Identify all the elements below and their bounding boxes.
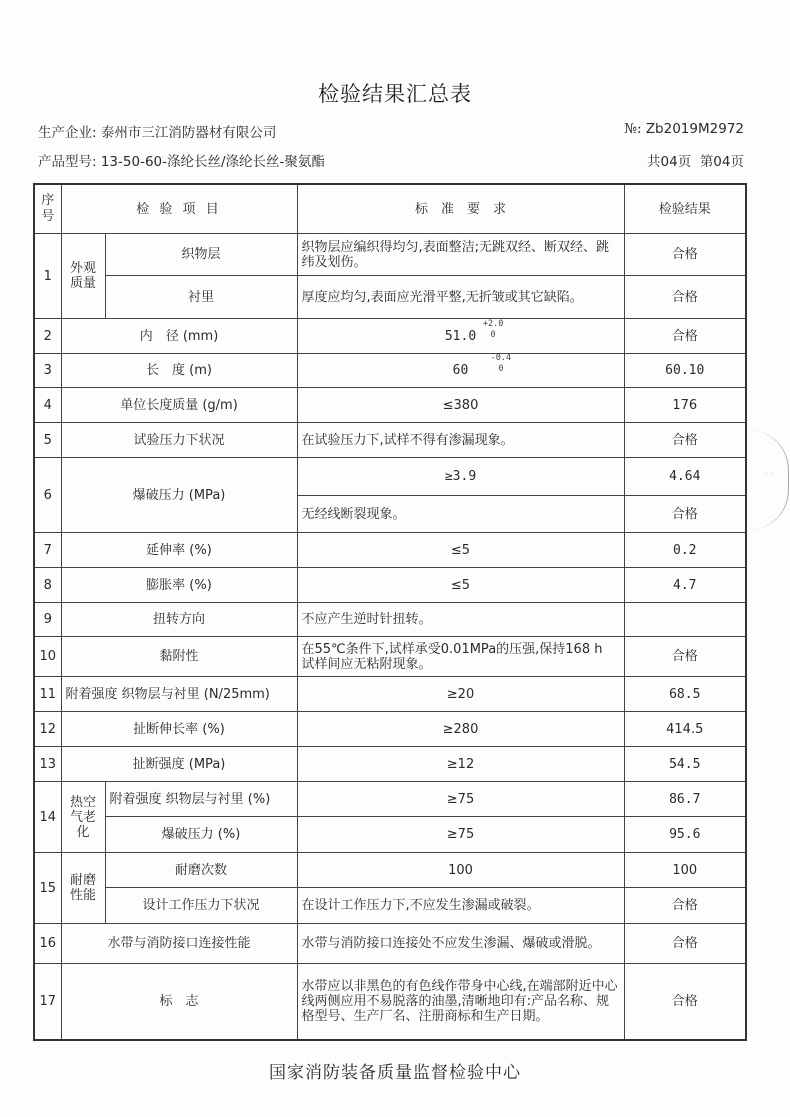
row-result: 100	[624, 853, 746, 888]
row-result: 合格	[624, 924, 746, 964]
tolerance-lower: 0	[490, 329, 496, 340]
row-requirement	[297, 319, 624, 354]
report-number	[624, 121, 744, 137]
table-row	[34, 533, 746, 568]
binding-mark	[748, 430, 789, 530]
row-requirement: ≤5	[297, 568, 624, 603]
row-item: 标 志	[61, 964, 297, 1040]
table-row	[34, 568, 746, 603]
row-seq: 2	[34, 319, 61, 354]
row-seq: 1	[34, 234, 61, 319]
row-item: 膨胀率 (%)	[61, 568, 297, 603]
table-row	[34, 354, 746, 388]
row-item: 单位长度质量 (g/m)	[61, 388, 297, 423]
row-requirement: 水带与消防接口连接处不应发生渗漏、爆破或滑脱。	[297, 924, 624, 964]
row-item: 长 度 (m)	[61, 354, 297, 388]
table-row	[34, 388, 746, 423]
row-result: 4.7	[624, 568, 746, 603]
table-row	[34, 964, 746, 1040]
row-requirement: 不应产生逆时针扭转。	[297, 603, 624, 637]
row-item: 设计工作压力下状况	[105, 888, 297, 924]
tolerance	[491, 353, 511, 375]
row-result: 合格	[624, 423, 746, 458]
row-result: 176	[624, 388, 746, 423]
row-result: 60.10	[624, 354, 746, 388]
tolerance-lower: 0	[498, 364, 504, 374]
row-result: 0.2	[624, 533, 746, 568]
row-item: 延伸率 (%)	[61, 533, 297, 568]
tolerance-upper: +2.0	[482, 318, 504, 329]
table-row	[34, 747, 746, 782]
header-seq: 序号	[34, 184, 61, 234]
table-row	[34, 637, 746, 677]
row-requirement: 无经线断裂现象。	[297, 496, 624, 533]
row-group: 热空气老化	[61, 782, 105, 853]
table-row	[34, 319, 746, 354]
row-seq: 3	[34, 354, 61, 388]
row-result: 414.5	[624, 712, 746, 747]
binding-dots: · ·	[765, 470, 773, 479]
header-requirement: 标 准 要 求	[297, 184, 624, 234]
row-seq: 10	[34, 637, 61, 677]
row-result: 合格	[624, 234, 746, 276]
table-row	[34, 782, 746, 817]
row-item: 扭转方向	[61, 603, 297, 637]
row-requirement: 织物层应编织得均匀,表面整洁;无跳双经、断双经、跳纬及划伤。	[297, 234, 624, 276]
row-group: 耐磨性能	[61, 853, 105, 924]
row-seq: 17	[34, 964, 61, 1040]
row-result: 86.7	[624, 782, 746, 817]
table-row	[34, 924, 746, 964]
row-requirement	[297, 354, 624, 388]
row-result: 合格	[624, 496, 746, 533]
row-requirement: 100	[297, 853, 624, 888]
row-result: 68.5	[624, 677, 746, 712]
row-requirement: ≥12	[297, 747, 624, 782]
row-result: 合格	[624, 637, 746, 677]
row-seq: 16	[34, 924, 61, 964]
table-row	[34, 817, 746, 853]
row-result: 54.5	[624, 747, 746, 782]
page-info	[647, 150, 744, 170]
row-requirement: 在55℃条件下,试样承受0.01MPa的压强,保持168 h 试样间应无粘附现象。	[297, 637, 624, 677]
row-requirement: 在试验压力下,试样不得有渗漏现象。	[297, 423, 624, 458]
header-result: 检验结果	[624, 184, 746, 234]
table-row	[34, 853, 746, 888]
row-result	[624, 603, 746, 637]
row-seq: 5	[34, 423, 61, 458]
report-number-sign: №:	[624, 121, 642, 137]
table-row	[34, 603, 746, 637]
row-requirement: ≥3.9	[297, 458, 624, 496]
row-item: 黏附性	[61, 637, 297, 677]
page-number: 第04页	[699, 154, 744, 170]
row-item: 扯断强度 (MPa)	[61, 747, 297, 782]
table-row	[34, 458, 746, 496]
row-item: 附着强度 织物层与衬里 (%)	[105, 782, 297, 817]
row-seq: 13	[34, 747, 61, 782]
row-item: 内 径 (mm)	[61, 319, 297, 354]
row-item: 衬里	[105, 276, 297, 319]
row-result: 4.64	[624, 458, 746, 496]
report-number-value: Zb2019M2972	[645, 121, 744, 137]
tolerance-upper: -0.4	[490, 353, 512, 363]
row-item: 耐磨次数	[105, 853, 297, 888]
row-item: 爆破压力 (%)	[105, 817, 297, 853]
table-row	[34, 234, 746, 276]
row-seq: 4	[34, 388, 61, 423]
requirement-value: 60	[452, 363, 469, 378]
row-seq: 14	[34, 782, 61, 853]
row-result: 合格	[624, 276, 746, 319]
row-item: 扯断伸长率 (%)	[61, 712, 297, 747]
requirement-value: 51.0	[444, 328, 477, 344]
row-requirement: ≤5	[297, 533, 624, 568]
row-group: 外观质量	[61, 234, 105, 319]
row-requirement: ≥75	[297, 817, 624, 853]
table-header-row	[34, 184, 746, 234]
issuer-footer: 国家消防装备质量监督检验中心	[269, 1063, 521, 1083]
document-title: 检验结果汇总表	[318, 82, 472, 106]
total-pages: 共04页	[647, 154, 692, 170]
table-row	[34, 888, 746, 924]
table-row	[34, 276, 746, 319]
row-item: 附着强度 织物层与衬里 (N/25mm)	[61, 677, 297, 712]
row-requirement: 厚度应均匀,表面应光滑平整,无折皱或其它缺陷。	[297, 276, 624, 319]
row-seq: 6	[34, 458, 61, 533]
row-item: 水带与消防接口连接性能	[61, 924, 297, 964]
row-item: 织物层	[105, 234, 297, 276]
row-seq: 15	[34, 853, 61, 924]
manufacturer: 生产企业: 泰州市三江消防器材有限公司	[38, 125, 277, 141]
results-table	[33, 183, 747, 1041]
row-seq: 8	[34, 568, 61, 603]
row-seq: 12	[34, 712, 61, 747]
row-requirement: ≤380	[297, 388, 624, 423]
row-requirement: 水带应以非黑色的有色线作带身中心线,在端部附近中心线两侧应用不易脱落的油墨,清晰地印有:产品名称、规格型号、生产厂名、注册商标和生产日期。	[297, 964, 624, 1040]
row-requirement: ≥280	[297, 712, 624, 747]
row-requirement: 在设计工作压力下,不应发生渗漏或破裂。	[297, 888, 624, 924]
row-requirement: ≥75	[297, 782, 624, 817]
row-item: 试验压力下状况	[61, 423, 297, 458]
row-result: 合格	[624, 964, 746, 1040]
tolerance	[483, 319, 503, 341]
row-result: 合格	[624, 888, 746, 924]
table-row	[34, 423, 746, 458]
product-model: 产品型号: 13-50-60-涤纶长丝/涤纶长丝-聚氨酯	[38, 154, 325, 170]
row-result: 合格	[624, 319, 746, 354]
header-item: 检 验 项 目	[61, 184, 297, 234]
row-result: 95.6	[624, 817, 746, 853]
row-seq: 11	[34, 677, 61, 712]
row-item: 爆破压力 (MPa)	[61, 458, 297, 533]
row-seq: 9	[34, 603, 61, 637]
table-row	[34, 712, 746, 747]
row-seq: 7	[34, 533, 61, 568]
row-requirement: ≥20	[297, 677, 624, 712]
table-row	[34, 677, 746, 712]
